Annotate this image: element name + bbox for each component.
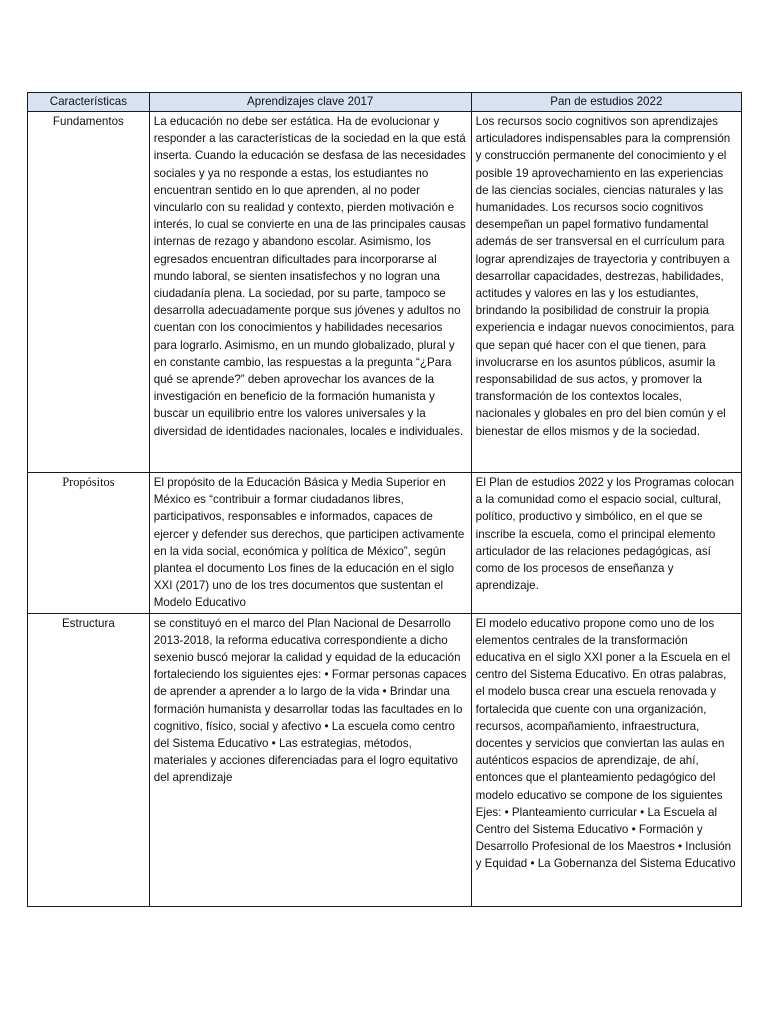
cell-fundamentos-2017: La educación no debe ser estática. Ha de evolucionar y responder a las características de la sociedad en la que está inserta. Cuando la educación se desfasa de las necesidades sociales y ya no responde a estas, los estudiantes no encuentran sentido en lo que aprenden, al no poder vincularlo con su realidad y contexto, pierden motivación e interés, lo cual se convierte en una de las principales causas internas de rezago y abandono escolar. Asimismo, los egresados encuentran dificultades para incorporarse al mundo laboral, se sienten insatisfechos y no logran una ciudadanía plena. La sociedad, por su parte, tampoco se desarrolla adecuadamente porque sus jóvenes y adultos no cuentan con los conocimientos y habilidades necesarios para lograrlo. Asimismo, en un mundo globalizado, plural y en constante cambio, las respuestas a la pregunta “¿Para qué se aprende?” deben aprovechar los avances de la investigación en beneficio de la formación humanista y buscar un equilibrio entre los valores universales y la diversidad de identidades nacionales, locales e individuales. (149, 112, 471, 473)
row-label-propositos: Propósitos (28, 473, 150, 614)
cell-propositos-2022: El Plan de estudios 2022 y los Programas colocan a la comunidad como el espacio social, cultural, político, productivo y simbólico, en el que se inscribe la escuela, como el principal elemento articulador de las relaciones pedagógicas, así como de los procesos de enseñanza y aprendizaje. (471, 473, 741, 614)
table-row-estructura (28, 613, 742, 906)
cell-estructura-2017: se constituyó en el marco del Plan Nacional de Desarrollo 2013-2018, la reforma educativa correspondiente a dicho sexenio buscó mejorar la calidad y equidad de la educación fortaleciendo los siguientes ejes: • Formar personas capaces de aprender a aprender a lo largo de la vida • Brindar una formación humanista y desarrollar todas las facultades en lo cognitivo, físico, social y afectivo • La escuela como centro del Sistema Educativo • Las estrategias, métodos, materiales y acciones diferenciadas para el logro equitativo del aprendizaje (149, 613, 471, 906)
header-aprendizajes-clave-2017: Aprendizajes clave 2017 (149, 93, 471, 112)
header-caracteristicas: Características (28, 93, 150, 112)
table-row-fundamentos (28, 112, 742, 473)
cell-fundamentos-2022: Los recursos socio cognitivos son aprendizajes articuladores indispensables para la comprensión y construcción permanente del conocimiento y el posible 19 aprovechamiento en las experiencias de las ciencias sociales, ciencias naturales y las humanidades. Los recursos socio cognitivos desempeñan un papel formativo fundamental además de ser transversal en el currículum para lograr aprendizajes de trayectoria y contribuyen a desarrollar capacidades, destrezas, habilidades, actitudes y valores en las y los estudiantes, brindando la posibilidad de construir la propia experiencia e indagar nuevos conocimientos, para que sepan qué hacer con el que tienen, para involucrarse en los asuntos públicos, asumir la responsabilidad de sus actos, y promover la transformación de los contextos locales, nacionales y globales en pro del bien común y el bienestar de ellos mismos y de la sociedad. (471, 112, 741, 473)
cell-estructura-2022: El modelo educativo propone como uno de los elementos centrales de la transformación educativa en el siglo XXI poner a la Escuela en el centro del Sistema Educativo. En otras palabras, el modelo busca crear una escuela renovada y fortalecida que cuente con una organización, recursos, acompañamiento, infraestructura, docentes y servicios que conviertan las aulas en auténticos espacios de aprendizaje, de ahí, entonces que el planteamiento pedagógico del modelo educativo se compone de los siguientes Ejes: • Planteamiento curricular • La Escuela al Centro del Sistema Educativo • Formación y Desarrollo Profesional de los Maestros • Inclusión y Equidad • La Gobernanza del Sistema Educativo (471, 613, 741, 906)
comparison-table (27, 92, 742, 907)
table-row-propositos (28, 473, 742, 614)
cell-propositos-2017: El propósito de la Educación Básica y Media Superior en México es “contribuir a formar ciudadanos libres, participativos, responsables e informados, capaces de ejercer y defender sus derechos, que participen activamente en la vida social, económica y política de México”, según plantea el documento Los fines de la educación en el siglo XXI (2017) uno de los tres documentos que sustentan el Modelo Educativo (149, 473, 471, 614)
row-label-fundamentos: Fundamentos (28, 112, 150, 473)
header-plan-de-estudios-2022: Pan de estudios 2022 (471, 93, 741, 112)
row-label-estructura: Estructura (28, 613, 150, 906)
table-header-row (28, 93, 742, 112)
